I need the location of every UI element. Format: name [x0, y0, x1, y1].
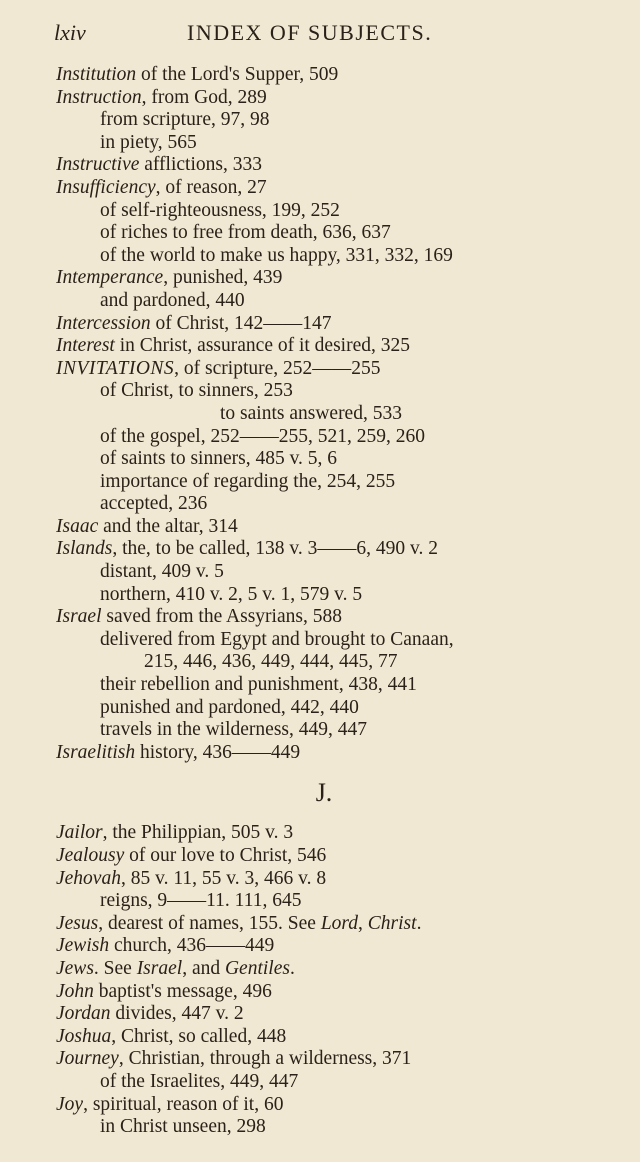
index-subentry: northern, 410 v. 2, 5 v. 1, 579 v. 5: [100, 583, 363, 605]
index-entry: [56, 1048, 616, 1071]
index-subentry: of Christ, to sinners, 253: [100, 380, 293, 402]
index-term: John: [56, 980, 94, 1002]
index-text: , from God, 289: [141, 86, 267, 108]
index-subentry: from scripture, 97, 98: [100, 109, 270, 131]
index-term: Israel: [56, 606, 102, 628]
index-entry: [56, 742, 616, 765]
index-term: Israelitish: [56, 741, 136, 763]
index-subentry: to saints answered, 533: [220, 402, 402, 424]
index-term: Islands: [56, 538, 113, 560]
index-entry: [56, 822, 616, 845]
index-text: divides, 447 v. 2: [110, 1003, 244, 1025]
index-text: , and: [182, 957, 225, 979]
index-term: Instructive: [56, 154, 140, 176]
index-subentry: 215, 446, 436, 449, 444, 445, 77: [144, 651, 398, 673]
index-subentry: importance of regarding the, 254, 255: [100, 470, 396, 492]
index-term: Joshua: [56, 1025, 112, 1047]
index-text: , the, to be called, 138 v. 3——6, 490 v. 2: [112, 538, 439, 560]
index-text: church, 436——449: [109, 935, 275, 957]
index-term: Jehovah: [56, 867, 121, 889]
index-entry: [56, 154, 616, 177]
index-entry: [56, 313, 616, 336]
index-text: ,: [358, 912, 368, 934]
index-subentry: accepted, 236: [100, 493, 208, 515]
index-text: of the Lord's Supper, 509: [136, 64, 339, 85]
index-text: , of scripture, 252——255: [174, 357, 381, 379]
running-title: INDEX OF SUBJECTS.: [187, 20, 433, 45]
index-entry: [56, 335, 616, 358]
index-term: Interest: [56, 335, 115, 357]
index-term: Intercession: [56, 312, 151, 334]
index-text: , punished, 439: [163, 267, 283, 289]
index-entry: [56, 606, 616, 629]
index-text: . See: [93, 957, 137, 979]
index-term: Insufficiency: [56, 176, 156, 198]
index-entry: [56, 958, 616, 981]
index-subentry: of the world to make us happy, 331, 332, 169: [100, 244, 453, 266]
index-subentry: of the Israelites, 449, 447: [100, 1070, 299, 1092]
index-term: Jewish: [56, 935, 110, 957]
index-text: , Christian, through a wilderness, 371: [118, 1048, 412, 1070]
index-term: Instruction: [56, 86, 142, 108]
index-term: Intemperance: [56, 267, 164, 289]
index-text: history, 436——449: [135, 741, 301, 763]
index-entry: [56, 1026, 616, 1049]
index-term: Jailor: [56, 822, 103, 844]
index-entry: [56, 1094, 616, 1117]
index-subentry: of self-righteousness, 199, 252: [100, 199, 340, 221]
index-subentry: punished and pardoned, 442, 440: [100, 696, 359, 718]
index-text: , 85 v. 11, 55 v. 3, 466 v. 8: [120, 867, 327, 889]
index-entry: [56, 358, 616, 381]
index-term: Gentiles: [224, 957, 290, 979]
index-term: Joy: [56, 1093, 84, 1115]
index-text: , the Philippian, 505 v. 3: [102, 822, 294, 844]
index-term: Israel: [136, 957, 183, 979]
index-text: , of reason, 27: [155, 176, 267, 198]
section-letter: J.: [315, 778, 333, 808]
index-entry: [56, 516, 616, 539]
index-text: .: [289, 957, 295, 979]
index-subentry: in Christ unseen, 298: [100, 1116, 266, 1138]
index-term: Jealousy: [56, 845, 125, 866]
index-term: Jews: [56, 957, 94, 979]
index-subentry: of saints to sinners, 485 v. 5, 6: [100, 448, 338, 470]
index-entry: [56, 981, 616, 1004]
index-subentry: of riches to free from death, 636, 637: [100, 222, 391, 244]
index-entry: [56, 177, 616, 200]
index-subentry: in piety, 565: [100, 131, 197, 153]
index-text: afflictions, 333: [139, 154, 262, 176]
index-text: in Christ, assurance of it desired, 325: [114, 335, 410, 357]
index-text: , dearest of names, 155. See: [98, 912, 321, 934]
index-entry: [56, 538, 616, 561]
index-text: and the altar, 314: [98, 515, 238, 537]
index-term: Isaac: [56, 515, 99, 537]
index-term: Institution: [56, 64, 137, 85]
index-entry: [56, 267, 616, 290]
index-text: of Christ, 142——147: [150, 312, 332, 334]
index-subentry: distant, 409 v. 5: [100, 561, 224, 583]
index-text: of our love to Christ, 546: [124, 845, 327, 866]
page-header: [54, 20, 610, 50]
index-entries: [56, 64, 616, 1139]
index-entry: [56, 868, 616, 891]
index-term: Jesus: [56, 912, 99, 934]
index-text: , spiritual, reason of it, 60: [83, 1093, 284, 1115]
page-number: lxiv: [54, 20, 86, 45]
index-entry: [56, 1003, 616, 1026]
index-subentry: travels in the wilderness, 449, 447: [100, 719, 367, 741]
index-text: baptist's message, 496: [93, 980, 272, 1002]
index-entry: [56, 845, 616, 868]
index-subentry: their rebellion and punishment, 438, 441: [100, 674, 417, 696]
index-entry: [56, 87, 616, 110]
index-subentry: delivered from Egypt and brought to Canaan,: [100, 628, 454, 650]
index-subentry: of the gospel, 252——255, 521, 259, 260: [100, 425, 425, 447]
index-term: INVITATIONS: [56, 357, 175, 379]
index-entry: [56, 64, 616, 87]
index-text: saved from the Assyrians, 588: [101, 606, 342, 628]
index-entry: [56, 913, 616, 936]
index-term: Christ: [367, 912, 417, 934]
index-term: Journey: [56, 1048, 119, 1070]
index-term: Jordan: [56, 1003, 111, 1025]
index-text: , Christ, so called, 448: [111, 1025, 287, 1047]
index-term: Lord: [320, 912, 359, 934]
index-subentry: and pardoned, 440: [100, 289, 245, 311]
index-entry: [56, 935, 616, 958]
index-text: .: [416, 912, 422, 934]
index-subentry: reigns, 9——11. 111, 645: [100, 890, 302, 912]
